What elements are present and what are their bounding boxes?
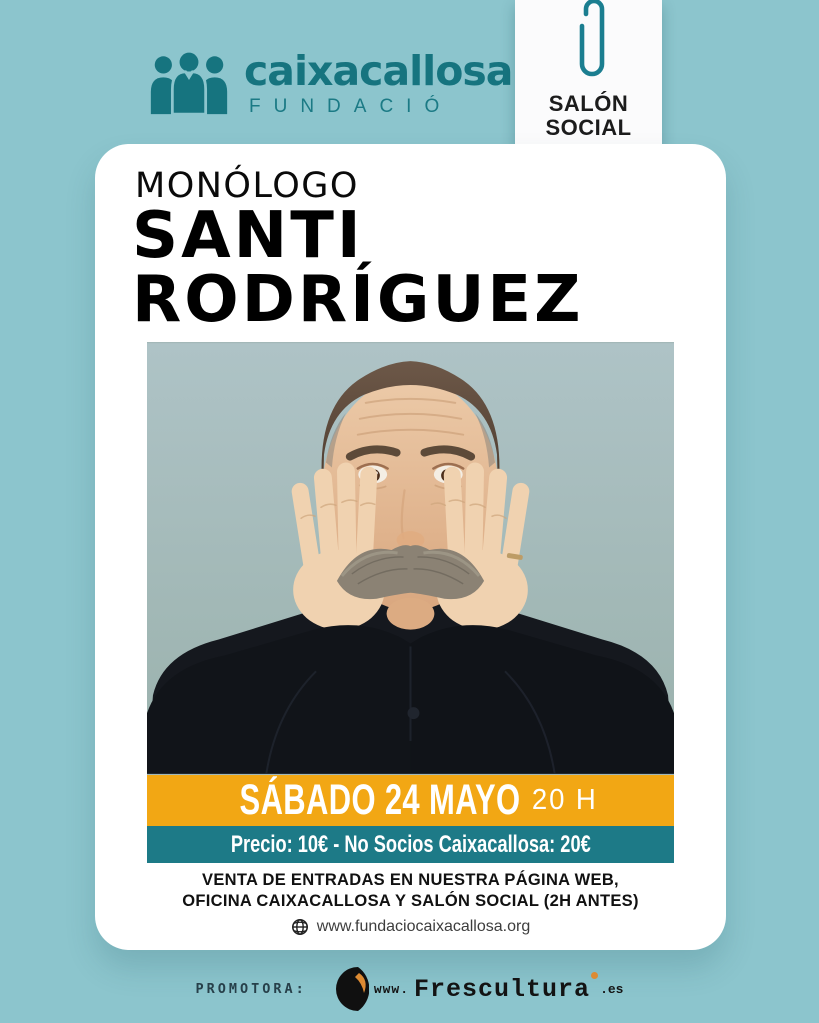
sales-info-line2: OFICINA CAIXACALLOSA Y SALÓN SOCIAL (2H ANTES) — [182, 892, 639, 911]
paperclip-icon — [568, 0, 610, 84]
event-title — [132, 199, 584, 337]
logo-name: Frescultura — [414, 974, 591, 1004]
logo-prefix: www. — [373, 981, 410, 997]
brand-name: caixacallosa — [244, 47, 513, 95]
brand-header — [146, 42, 512, 128]
orange-dot — [591, 972, 598, 979]
brand-subtitle: FUNDACIÓ — [249, 96, 453, 118]
salon-social-tag — [515, 0, 662, 158]
price-text: Precio: 10€ - No Socios Caixacallosa: 20€ — [230, 830, 591, 858]
sales-info-line1: VENTA DE ENTRADAS EN NUESTRA PÁGINA WEB, — [202, 871, 619, 889]
globe-icon — [291, 918, 309, 936]
promoter-label: PROMOTORA: — [195, 981, 307, 997]
date-line — [239, 776, 598, 825]
event-time: 20 H — [531, 784, 598, 816]
website-url: www.fundaciocaixacallosa.org — [316, 918, 531, 935]
date-banner — [147, 775, 674, 826]
price-banner — [147, 826, 674, 863]
frescultura-logo — [335, 966, 624, 1012]
promoter-footer — [0, 960, 819, 1018]
tag-line2: SOCIAL — [545, 115, 632, 141]
brand-text — [244, 47, 513, 118]
tag-label — [545, 92, 631, 140]
people-group-icon — [146, 42, 232, 128]
event-title-line2: RODRÍGUEZ — [132, 263, 584, 337]
performer-photo — [147, 342, 674, 775]
event-card — [95, 144, 726, 950]
website-row — [95, 918, 726, 936]
event-title-line1: SANTI — [132, 199, 364, 273]
event-kicker: MONÓLOGO — [135, 166, 359, 206]
logo-suffix: .es — [600, 981, 624, 997]
event-date: SÁBADO 24 MAYO — [239, 776, 521, 824]
crescent-moon-icon — [335, 966, 369, 1012]
tag-line1: SALÓN — [548, 91, 629, 116]
sales-info — [95, 870, 726, 912]
